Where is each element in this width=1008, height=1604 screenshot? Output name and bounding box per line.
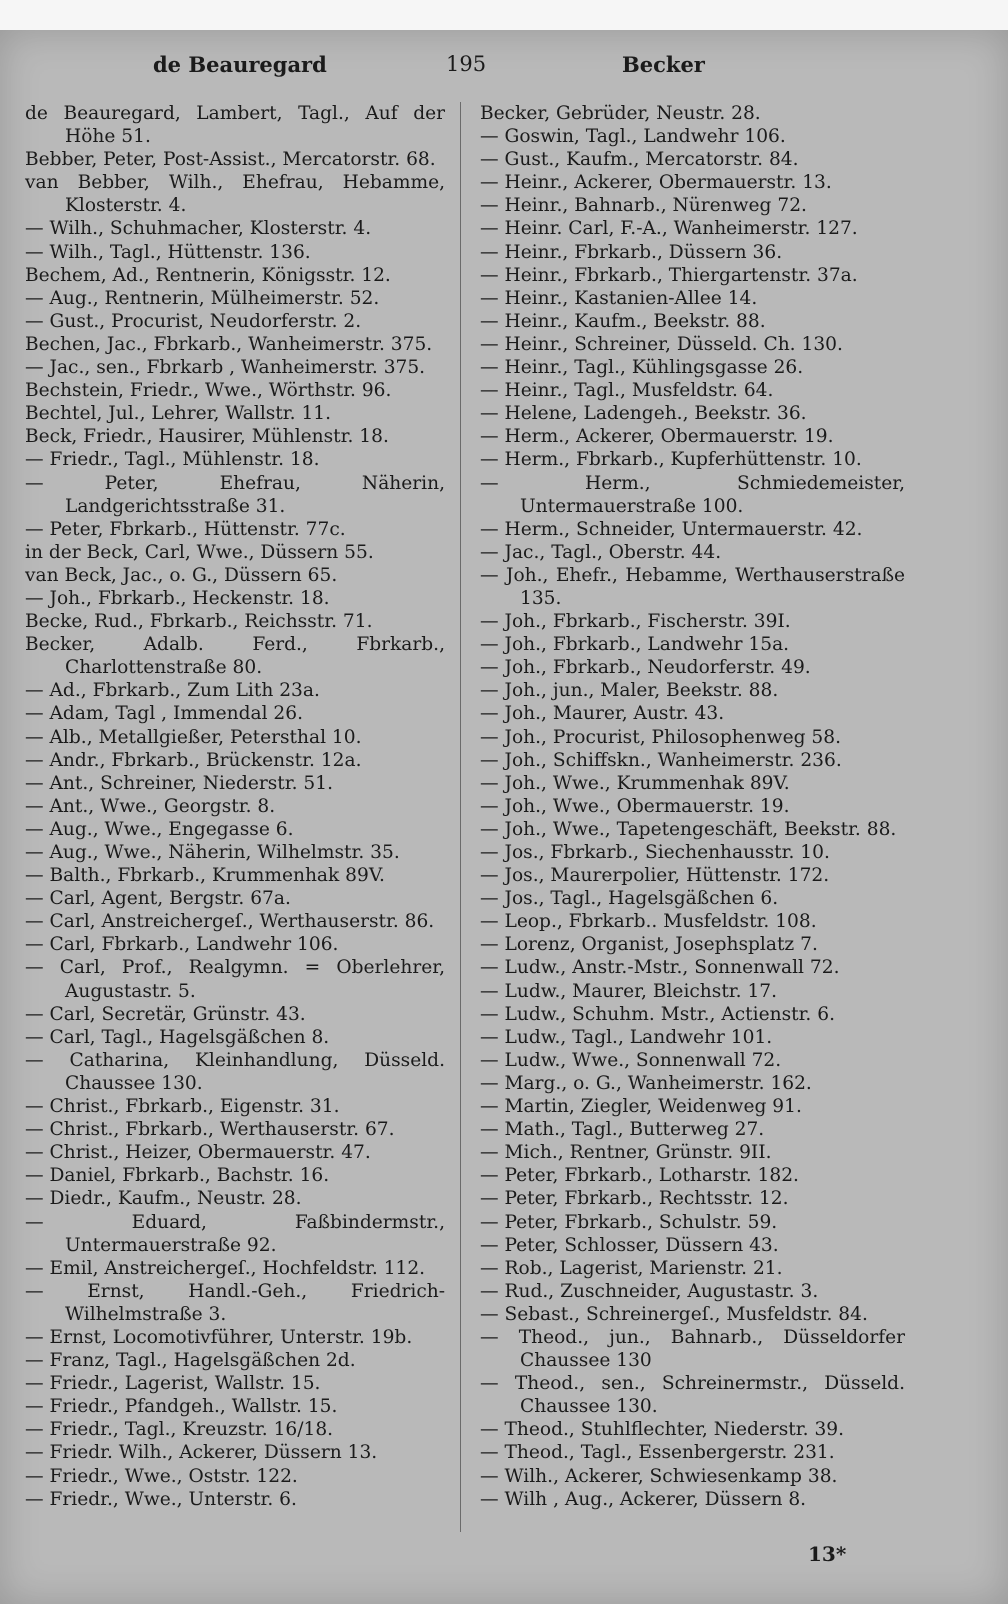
directory-entry: — Andr., Fbrkarb., Brückenstr. 12a.	[25, 749, 362, 771]
directory-entry: — Joh., Schiffskn., Wanheimerstr. 236.	[480, 749, 842, 771]
directory-entry: — Gust., Procurist, Neudorferstr. 2.	[25, 310, 362, 332]
directory-entry: — Wilh., Schuhmacher, Klosterstr. 4.	[25, 218, 372, 240]
directory-entry: — Adam, Tagl , Immendal 26.	[25, 703, 303, 725]
directory-entry: — Heinr., Ackerer, Obermauerstr. 13.	[480, 172, 832, 194]
directory-entry: — Rob., Lagerist, Marienstr. 21.	[480, 1257, 783, 1279]
directory-entry: — Carl, Prof., Realgymn. = Oberlehrer, Augustastr. 5.	[25, 957, 445, 1002]
directory-entry: — Aug., Rentnerin, Mülheimerstr. 52.	[25, 287, 380, 309]
directory-entry: — Helene, Ladengeh., Beekstr. 36.	[480, 403, 807, 425]
directory-entry: — Joh., Fbrkarb., Fischerstr. 39I.	[480, 611, 791, 633]
directory-entry: — Math., Tagl., Butterweg 27.	[480, 1119, 765, 1141]
directory-entry: — Friedr., Tagl., Kreuzstr. 16/18.	[25, 1419, 334, 1441]
directory-entry: — Aug., Wwe., Näherin, Wilhelmstr. 35.	[25, 842, 400, 863]
directory-entry: — Joh., Wwe., Tapetengeschäft, Beekstr. 88.	[480, 818, 897, 840]
directory-entry: — Sebast., Schreinergeſ., Musfeldstr. 84.	[480, 1303, 868, 1325]
directory-entry: — Alb., Metallgießer, Petersthal 10.	[25, 726, 362, 748]
directory-entry: — Friedr., Wwe., Unterstr. 6.	[25, 1488, 297, 1510]
directory-entry: Becker, Gebrüder, Neustr. 28.	[480, 103, 761, 124]
directory-entry: — Catharina, Kleinhandlung, Düsseld. Chaussee 130.	[25, 1049, 445, 1094]
directory-entry: — Gust., Kaufm., Mercatorstr. 84.	[480, 149, 799, 171]
directory-entry: — Diedr., Kaufm., Neustr. 28.	[25, 1188, 302, 1210]
directory-entry: — Carl, Tagl., Hagelsgäßchen 8.	[25, 1026, 330, 1048]
directory-entry: — Friedr., Pfandgeh., Wallstr. 15.	[25, 1396, 338, 1418]
directory-entry: — Herm., Fbrkarb., Kupferhüttenstr. 10.	[480, 449, 862, 471]
directory-entry: — Friedr., Tagl., Mühlenstr. 18.	[25, 449, 320, 471]
directory-entry: — Heinr., Fbrkarb., Düssern 36.	[480, 241, 783, 263]
directory-entry: — Joh., Ehefr., Hebamme, Werthauserstraße 135.	[480, 564, 905, 609]
directory-entry: — Joh., Wwe., Obermauerstr. 19.	[480, 795, 790, 817]
directory-entry: Bebber, Peter, Post-Assist., Mercatorstr. 68.	[25, 149, 436, 171]
directory-page	[0, 30, 1008, 1604]
directory-entry: — Christ., Heizer, Obermauerstr. 47.	[25, 1142, 371, 1164]
directory-entry: — Ernst, Locomotivführer, Unterstr. 19b.	[25, 1326, 413, 1348]
directory-entry: — Wilh., Ackerer, Schwiesenkamp 38.	[480, 1465, 838, 1487]
directory-entry: — Ludw., Anstr.-Mstr., Sonnenwall 72.	[480, 957, 840, 979]
directory-entry: Bechtel, Jul., Lehrer, Wallstr. 11.	[25, 403, 332, 425]
directory-entry: — Peter, Fbrkarb., Hüttenstr. 77c.	[25, 518, 346, 540]
directory-entry: — Peter, Schlosser, Düssern 43.	[480, 1234, 779, 1256]
directory-entry: — Ant., Schreiner, Niederstr. 51.	[25, 772, 333, 794]
directory-entry: — Ad., Fbrkarb., Zum Lith 23a.	[25, 680, 320, 702]
right-column	[480, 102, 905, 1511]
directory-entry: — Theod., Stuhlflechter, Niederstr. 39.	[480, 1419, 845, 1441]
directory-entry: van Beck, Jac., o. G., Düssern 65.	[25, 564, 338, 586]
directory-entry: — Herm., Ackerer, Obermauerstr. 19.	[480, 426, 834, 448]
directory-entry: — Carl, Fbrkarb., Landwehr 106.	[25, 934, 339, 956]
directory-entry: — Theod., Tagl., Essenbergerstr. 231.	[480, 1442, 835, 1464]
directory-entry: — Mich., Rentner, Grünstr. 9II.	[480, 1142, 772, 1164]
directory-entry: — Lorenz, Organist, Josephsplatz 7.	[480, 934, 818, 956]
directory-entry: — Ludw., Schuhm. Mstr., Actienstr. 6.	[480, 1003, 835, 1025]
directory-entry: — Goswin, Tagl., Landwehr 106.	[480, 126, 786, 148]
directory-entry: — Carl, Secretär, Grünstr. 43.	[25, 1003, 306, 1025]
directory-entry: — Christ., Fbrkarb., Eigenstr. 31.	[25, 1096, 340, 1118]
directory-entry: — Ludw., Wwe., Sonnenwall 72.	[480, 1049, 782, 1071]
directory-entry: — Ant., Wwe., Georgstr. 8.	[25, 795, 276, 817]
directory-entry: Bechstein, Friedr., Wwe., Wörthstr. 96.	[25, 380, 392, 402]
directory-entry: — Daniel, Fbrkarb., Bachstr. 16.	[25, 1165, 330, 1187]
directory-entry: — Jos., Tagl., Hagelsgäßchen 6.	[480, 888, 779, 910]
directory-entry: — Jac., sen., Fbrkarb , Wanheimerstr. 375.	[25, 357, 426, 379]
directory-entry: — Heinr., Tagl., Musfeldstr. 64.	[480, 380, 774, 402]
directory-entry: — Peter, Fbrkarb., Schulstr. 59.	[480, 1211, 778, 1233]
directory-entry: — Heinr., Fbrkarb., Thiergartenstr. 37a.	[480, 264, 858, 286]
directory-entry: — Friedr., Wwe., Oststr. 122.	[25, 1465, 298, 1487]
header-first-entry: de Beauregard	[153, 52, 327, 77]
column-divider	[460, 102, 461, 1532]
directory-entry: — Heinr., Kaufm., Beekstr. 88.	[480, 310, 766, 332]
signature-mark: 13*	[808, 1542, 847, 1566]
directory-entry: in der Beck, Carl, Wwe., Düssern 55.	[25, 541, 374, 563]
directory-entry: — Peter, Ehefrau, Näherin, Landgerichtsstraße 31.	[25, 472, 445, 517]
directory-entry: — Jac., Tagl., Oberstr. 44.	[480, 541, 722, 563]
directory-entry: — Wilh., Tagl., Hüttenstr. 136.	[25, 241, 311, 263]
directory-entry: — Franz, Tagl., Hagelsgäßchen 2d.	[25, 1350, 356, 1372]
directory-entry: van Bebber, Wilh., Ehefrau, Hebamme, Klosterstr. 4.	[25, 172, 445, 217]
left-column	[25, 102, 445, 1511]
directory-entry: — Rud., Zuschneider, Augustastr. 3.	[480, 1280, 819, 1302]
directory-entry: — Heinr. Carl, F.-A., Wanheimerstr. 127.	[480, 218, 858, 240]
directory-entry: — Heinr., Bahnarb., Nürenweg 72.	[480, 195, 807, 217]
directory-entry: — Joh., jun., Maler, Beekstr. 88.	[480, 680, 779, 702]
directory-entry: Bechen, Jac., Fbrkarb., Wanheimerstr. 375.	[25, 333, 433, 355]
directory-entry: — Ludw., Maurer, Bleichstr. 17.	[480, 980, 778, 1002]
directory-entry: — Friedr. Wilh., Ackerer, Düssern 13.	[25, 1442, 378, 1464]
header-last-entry: Becker	[622, 52, 705, 77]
directory-entry: — Aug., Wwe., Engegasse 6.	[25, 818, 294, 840]
directory-entry: — Jos., Fbrkarb., Siechenhausstr. 10.	[480, 842, 830, 863]
directory-entry: — Joh., Fbrkarb., Landwehr 15a.	[480, 634, 790, 656]
directory-entry: — Jos., Maurerpolier, Hüttenstr. 172.	[480, 865, 830, 887]
directory-entry: — Christ., Fbrkarb., Werthauserstr. 67.	[25, 1119, 395, 1141]
directory-entry: Beck, Friedr., Hausirer, Mühlenstr. 18.	[25, 426, 389, 448]
directory-entry: — Joh., Fbrkarb., Neudorferstr. 49.	[480, 657, 811, 679]
directory-entry: — Theod., jun., Bahnarb., Düsseldorfer Chaussee 130	[480, 1326, 905, 1372]
directory-entry: de Beauregard, Lambert, Tagl., Auf der Höhe 51.	[25, 103, 445, 148]
directory-entry: — Herm., Schneider, Untermauerstr. 42.	[480, 518, 863, 540]
directory-entry: Becke, Rud., Fbrkarb., Reichsstr. 71.	[25, 611, 373, 633]
directory-entry: — Ludw., Tagl., Landwehr 101.	[480, 1026, 773, 1048]
directory-entry: — Marg., o. G., Wanheimerstr. 162.	[480, 1072, 812, 1094]
directory-entry: — Joh., Fbrkarb., Heckenstr. 18.	[25, 587, 330, 609]
directory-entry: — Heinr., Kastanien-Allee 14.	[480, 287, 758, 309]
directory-entry: — Balth., Fbrkarb., Krummenhak 89V.	[25, 865, 385, 887]
directory-entry: Becker, Adalb. Ferd., Fbrkarb., Charlottenstraße 80.	[25, 634, 445, 679]
directory-entry: — Ernst, Handl.-Geh., Friedrich-Wilhelmstraße 3.	[25, 1280, 445, 1325]
directory-entry: — Wilh , Aug., Ackerer, Düssern 8.	[480, 1488, 807, 1510]
directory-entry: — Martin, Ziegler, Weidenweg 91.	[480, 1096, 802, 1118]
directory-entry: — Joh., Procurist, Philosophenweg 58.	[480, 726, 841, 748]
directory-entry: — Herm., Schmiedemeister, Untermauerstraße 100.	[480, 472, 905, 517]
directory-entry: — Peter, Fbrkarb., Rechtsstr. 12.	[480, 1188, 789, 1210]
directory-entry: — Joh., Maurer, Austr. 43.	[480, 703, 725, 725]
directory-entry: — Leop., Fbrkarb.. Musfeldstr. 108.	[480, 911, 817, 933]
directory-entry: — Heinr., Tagl., Kühlingsgasse 26.	[480, 357, 804, 379]
page-number: 195	[446, 52, 487, 76]
directory-entry: — Theod., sen., Schreinermstr., Düsseld. Chaussee 130.	[480, 1373, 905, 1418]
directory-entry: — Peter, Fbrkarb., Lotharstr. 182.	[480, 1165, 799, 1187]
directory-entry: — Emil, Anstreichergeſ., Hochfeldstr. 112.	[25, 1257, 426, 1279]
directory-entry: — Joh., Wwe., Krummenhak 89V.	[480, 772, 790, 794]
directory-entry: — Carl, Anstreichergeſ., Werthauserstr. 86.	[25, 911, 435, 933]
directory-entry: — Heinr., Schreiner, Düsseld. Ch. 130.	[480, 333, 843, 355]
directory-entry: — Eduard, Faßbindermstr., Untermauerstraße 92.	[25, 1211, 445, 1256]
directory-entry: — Friedr., Lagerist, Wallstr. 15.	[25, 1373, 321, 1395]
directory-entry: Bechem, Ad., Rentnerin, Königsstr. 12.	[25, 264, 391, 286]
directory-entry: — Carl, Agent, Bergstr. 67a.	[25, 888, 291, 910]
page-header	[0, 52, 1008, 92]
